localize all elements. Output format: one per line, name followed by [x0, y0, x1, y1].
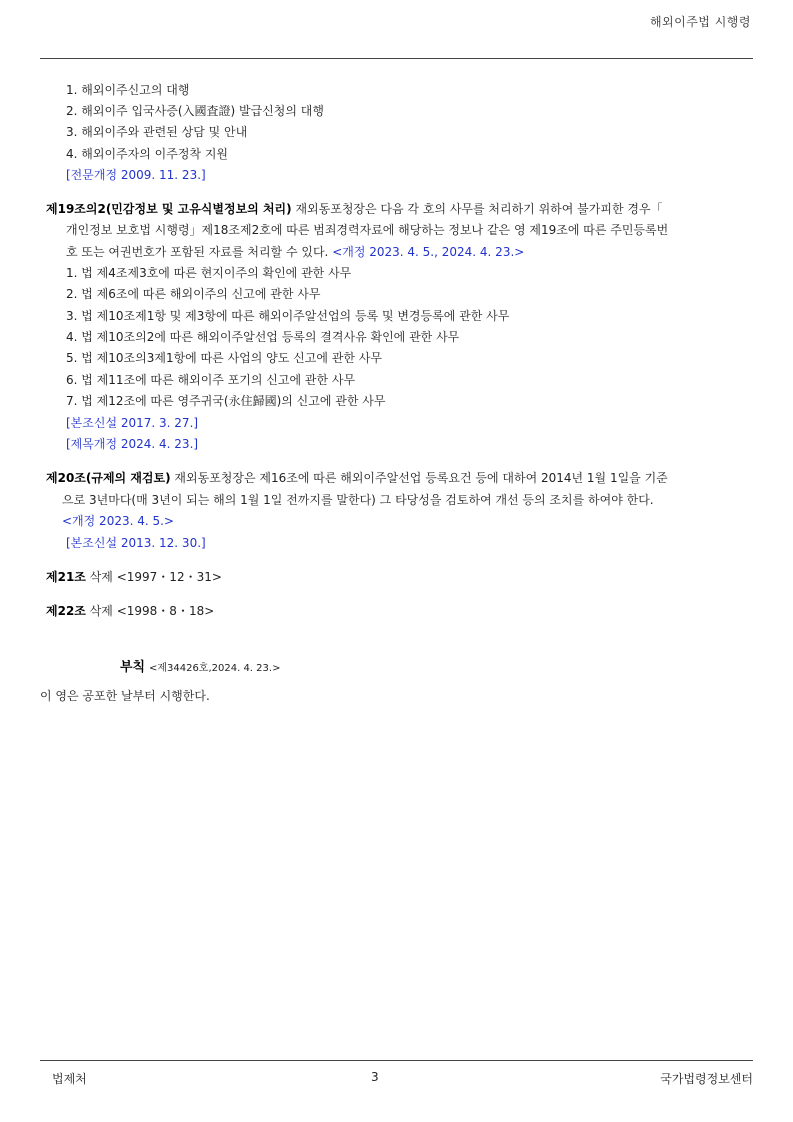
article-body-line: 으로 3년마다(매 3년이 되는 해의 1월 1일 전까지를 말한다) 그 타당성을 검토하여 개선 등의 조치를 하여야 한다. — [62, 493, 654, 507]
footer-publisher: 법제처 — [52, 1072, 87, 1086]
article-body-line: 개인정보 보호법 시행령」제18조제2호에 따른 범죄경력자료에 해당하는 정보나 같은 영 제19조에 따른 주민등록번 — [66, 223, 669, 237]
list-item: 1. 법 제4조제3호에 따른 현지이주의 확인에 관한 사무 — [66, 266, 352, 280]
article-title: 제21조 — [46, 570, 86, 584]
list-item: 3. 해외이주와 관련된 상담 및 안내 — [66, 125, 248, 139]
article-20-first-line — [46, 470, 668, 486]
addendum-text: 이 영은 공포한 날부터 시행한다. — [40, 689, 210, 703]
list-item: 6. 법 제11조에 따른 해외이주 포기의 신고에 관한 사무 — [66, 373, 356, 387]
article-21 — [46, 569, 222, 585]
list-item: 7. 법 제12조에 따른 영주귀국(永住歸國)의 신고에 관한 사무 — [66, 394, 386, 408]
list-item: 4. 법 제10조의2에 따른 해외이주알선업 등록의 결격사유 확인에 관한 사무 — [66, 330, 460, 344]
article-body: 재외동포청장은 제16조에 따른 해외이주알선업 등록요건 등에 대하여 2014년 1월 1일을 기준 — [174, 471, 668, 485]
footer-divider — [40, 1060, 753, 1061]
article-title: 제19조의2(민감정보 및 고유식별정보의 처리) — [46, 202, 292, 216]
article-body: 삭제 <1998・8・18> — [89, 604, 215, 618]
list-item: 3. 법 제10조제1항 및 제3항에 따른 해외이주알선업의 등록 및 변경등록에 관한 사무 — [66, 309, 510, 323]
page-number: 3 — [371, 1070, 379, 1084]
article-body-line — [66, 244, 524, 260]
header-divider — [40, 58, 753, 59]
list-item: 5. 법 제10조의3제1항에 따른 사업의 양도 신고에 관한 사무 — [66, 351, 382, 365]
amendment-note: <개정 2023. 4. 5., 2024. 4. 23.> — [332, 245, 525, 259]
document-running-title: 해외이주법 시행령 — [649, 15, 751, 29]
amendment-note: <개정 2023. 4. 5.> — [62, 514, 174, 528]
revision-note: [제목개정 2024. 4. 23.] — [66, 437, 199, 451]
article-body: 재외동포청장은 다음 각 호의 사무를 처리하기 위하여 불가피한 경우「 — [295, 202, 663, 216]
addendum-title: 부칙 — [120, 660, 146, 675]
list-item: 4. 해외이주자의 이주정착 지원 — [66, 147, 228, 161]
addendum-reference: <제34426호,2024. 4. 23.> — [148, 663, 281, 674]
list-item: 1. 해외이주신고의 대행 — [66, 83, 190, 97]
article-19-2-first-line — [46, 201, 663, 217]
list-item: 2. 법 제6조에 따른 해외이주의 신고에 관한 사무 — [66, 287, 321, 301]
revision-note: [본조신설 2013. 12. 30.] — [66, 536, 206, 550]
article-title: 제20조(규제의 재검토) — [46, 471, 171, 485]
addendum-heading — [120, 659, 280, 677]
revision-note: [본조신설 2017. 3. 27.] — [66, 416, 199, 430]
revision-note: [전문개정 2009. 11. 23.] — [66, 168, 206, 182]
footer-source: 국가법령정보센터 — [660, 1072, 753, 1086]
article-body: 호 또는 여권번호가 포함된 자료를 처리할 수 있다. — [66, 245, 329, 259]
article-body: 삭제 <1997・12・31> — [89, 570, 222, 584]
article-22 — [46, 603, 214, 619]
list-item: 2. 해외이주 입국사증(入國査證) 발급신청의 대행 — [66, 104, 324, 118]
article-title: 제22조 — [46, 604, 86, 618]
